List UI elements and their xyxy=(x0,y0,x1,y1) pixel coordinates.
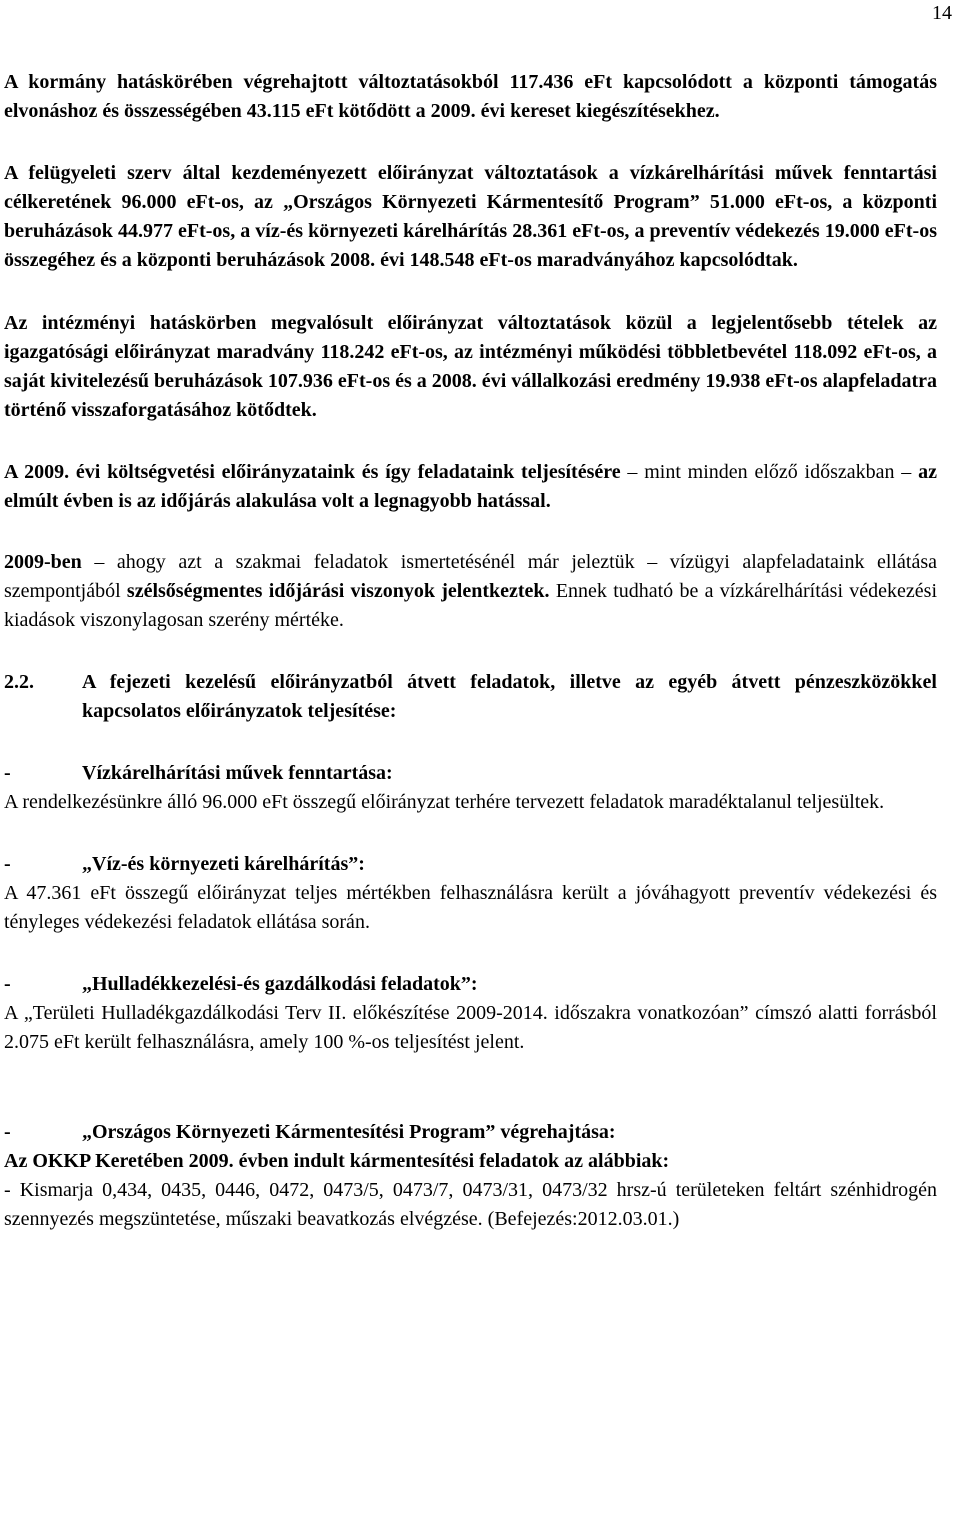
page-number: 14 xyxy=(932,2,952,24)
paragraph-kismarja: - Kismarja 0,434, 0435, 0446, 0472, 0473/5, 0473/7, 0473/31, 0473/32 hrsz-ú területeken feltárt szénhidrogén szennyezés megszüntetése, műszaki beavatkozás elvégzése. (Befejezés:2012.03.01.) xyxy=(4,1179,937,1230)
weather-impact-lead: A 2009. évi költségvetési előirányzataink és így feladataink teljesítésére xyxy=(4,461,621,483)
section-heading xyxy=(4,668,937,726)
item-body-water-damage: A 47.361 eFt összegű előirányzat teljes mértékben felhasználásra került a jóváhagyott preventív védekezési és tényleges védekezési feladatok ellátása során. xyxy=(4,882,937,933)
item-title: „Országos Környezeti Kármentesítési Program” végrehajtása: xyxy=(82,1121,616,1143)
item-title: Vízkárelhárítási művek fenntartása: xyxy=(82,762,393,784)
item-heading-flood-works xyxy=(4,759,937,788)
item-title: „Víz-és környezeti kárelhárítás”: xyxy=(82,853,365,875)
paragraph-supervisory-changes: A felügyeleti szerv által kezdeményezett előirányzat változtatások a vízkárelhárítási művek fenntartási célkeretének 96.000 eFt-os, az „Országos Környezeti Kármentesítő Program” 51.000 eFt-os, a központi beruházások 44.977 eFt-os, a víz-és környezeti kárelhárítás 28.361 eFt-os, a preventív védekezés 19.000 eFt-os összegéhez és a központi beruházások 2008. évi 148.548 eFt-os maradványához kapcsolódtak. xyxy=(4,162,937,271)
paragraph-2009-conditions xyxy=(4,548,937,635)
okkp-heading: Az OKKP Keretében 2009. évben indult kármentesítési feladatok az alábbiak: xyxy=(4,1150,670,1172)
item-heading-remediation-program xyxy=(4,1118,937,1147)
weather-impact-aside: – mint minden előző időszakban – xyxy=(620,461,919,483)
item-heading-waste-management xyxy=(4,970,937,999)
weather-impact-conclusion: az elmúlt évben is az időjárás alakulása volt a legnagyobb hatással. xyxy=(4,461,937,512)
item-body-flood-works: A rendelkezésünkre álló 96.000 eFt összegű előirányzat terhére tervezett feladatok maradéktalanul teljesültek. xyxy=(4,791,885,813)
item-dash: - xyxy=(4,1121,11,1143)
conditions-aside: – ahogy azt a szakmai feladatok ismertetésénél már jeleztük – vízügyi alapfeladataink ellátása szempontjából xyxy=(4,551,937,602)
item-dash: - xyxy=(4,973,11,995)
paragraph-weather-impact xyxy=(4,458,937,516)
conditions-highlight: szélsőségmentes időjárási viszonyok jelentkeztek. xyxy=(126,580,550,602)
document-body xyxy=(4,68,937,1234)
conditions-year: 2009-ben xyxy=(4,551,82,573)
item-body-waste-management: A „Területi Hulladékgazdálkodási Terv II. előkészítése 2009-2014. időszakra vonatkozóan” címszó alatti forrásból 2.075 eFt került felhasználásra, amely 100 %-os teljesítést jelent. xyxy=(4,1002,937,1053)
section-title: A fejezeti kezelésű előirányzatból átvett feladatok, illetve az egyéb átvett pénzeszközökkel kapcsolatos előirányzatok teljesítése: xyxy=(82,671,937,722)
item-dash: - xyxy=(4,853,11,875)
item-dash: - xyxy=(4,762,11,784)
section-number: 2.2. xyxy=(4,671,34,693)
item-title: „Hulladékkezelési-és gazdálkodási feladatok”: xyxy=(82,973,478,995)
paragraph-institutional-changes: Az intézményi hatáskörben megvalósult előirányzat változtatások közül a legjelentősebb tételek az igazgatósági előirányzat maradvány 118.242 eFt-os, az intézményi működési többletbevétel 118.092 eFt-os, a saját kivitelezésű beruházások 107.936 eFt-os és a 2008. évi vállalkozási eredmény 19.938 eFt-os alapfeladatra történő visszaforgatásához kötődtek. xyxy=(4,312,937,421)
item-heading-water-damage xyxy=(4,850,937,879)
paragraph-government-changes: A kormány hatáskörében végrehajtott változtatásokból 117.436 eFt kapcsolódott a központi támogatás elvonáshoz és összességében 43.115 eFt kötődött a 2009. évi kereset kiegészítésekhez. xyxy=(4,71,937,122)
conditions-consequence: Ennek tudható be a vízkárelhárítási védekezési kiadások viszonylagosan szerény mértéke. xyxy=(4,580,938,631)
